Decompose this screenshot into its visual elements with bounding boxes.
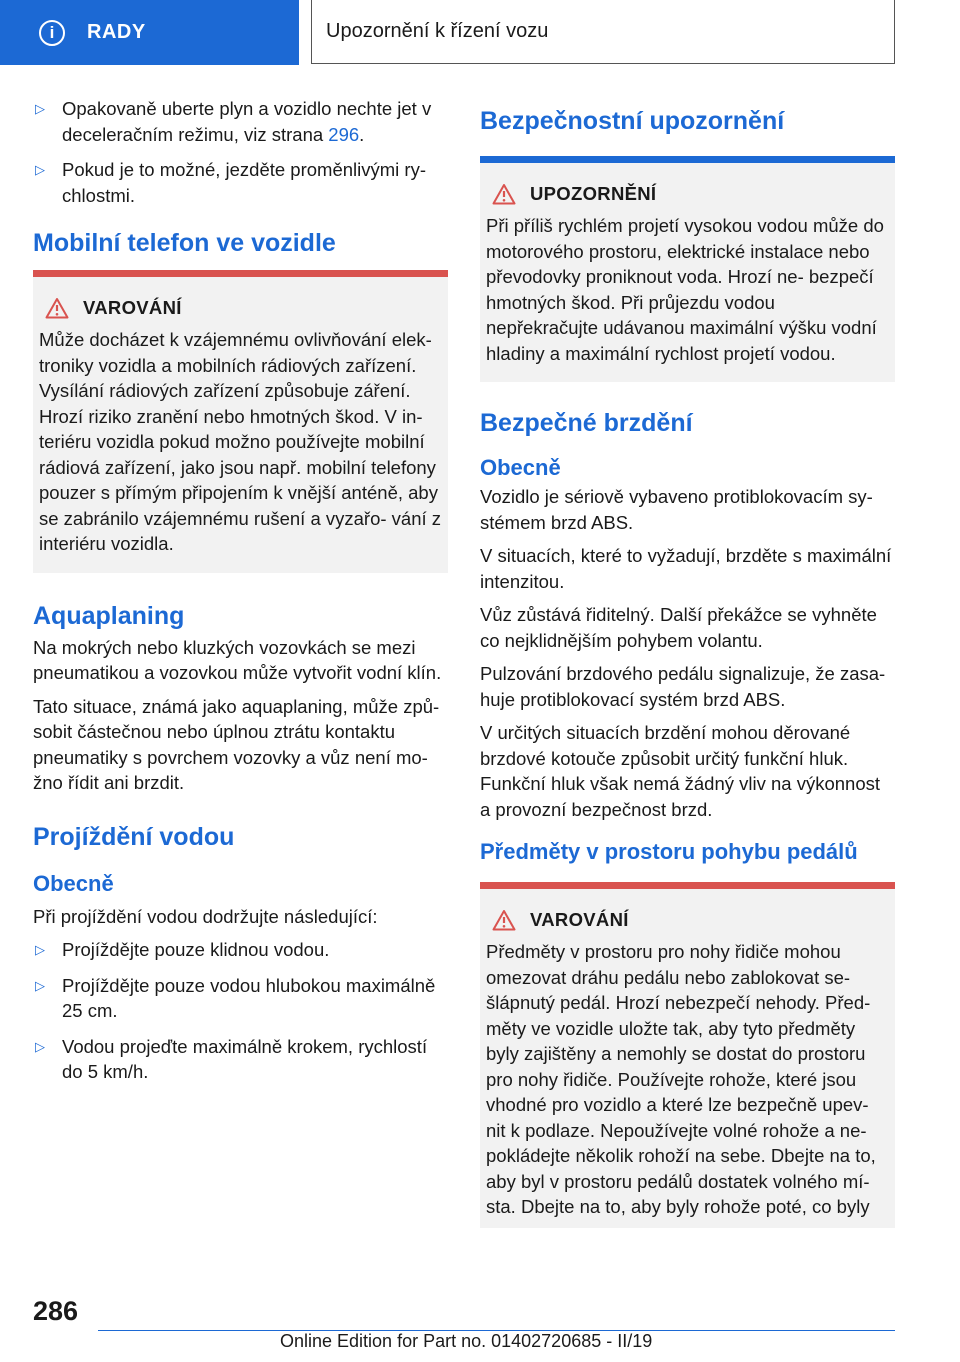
header-title-box [311, 0, 895, 64]
page-reference-link[interactable]: 296 [328, 123, 360, 145]
warning-box-title [39, 297, 442, 319]
list-item [33, 973, 448, 1024]
section-heading-mobile: Mobilní telefon ve vozidle [33, 229, 336, 257]
paragraph: Pulzování brzdového pedálu signalizuje, že zasa‐ huje protiblokovací systém brzd ABS. [480, 663, 886, 710]
warning-box-mobile [33, 270, 448, 573]
list-item-text-end: . [359, 123, 365, 145]
warning-triangle-icon [492, 909, 516, 931]
bullet-triangle-icon: ▷ [35, 101, 45, 116]
paragraph: Tato situace, známá jako aquaplaning, může způ‐ sobit částečnou nebo úplnou ztrátu kontaktu pneumatiky s povrchem vozovky a vůz není mo‐ žno řídit ani brzdit. [33, 695, 440, 793]
bullet-triangle-icon: ▷ [35, 162, 45, 177]
warning-box-title [486, 909, 889, 931]
warning-triangle-icon [492, 183, 516, 205]
warning-box-pedals [480, 882, 895, 1228]
paragraph: V situacích, které to vyžadují, brzděte s maximální intenzitou. [480, 545, 892, 592]
list-item [33, 937, 448, 963]
section-heading-pedals: Předměty v prostoru pohybu pedálů [480, 839, 858, 864]
paragraph: Vůz zůstává řiditelný. Další překážce se vyhněte co nejklidnějším pohybem volantu. [480, 604, 877, 651]
bullet-triangle-icon: ▷ [35, 977, 45, 993]
list-item [33, 96, 448, 147]
list-item-text: Vodou projeďte maximálně krokem, rychlostí do 5 km/h. [62, 1035, 428, 1082]
left-column [33, 96, 448, 1095]
warning-text: Předměty v prostoru pro nohy řidiče mohou omezovat dráhu pedálu nebo zablokovat se‐ šlápnutý pedál. Hrozí nebezpečí nehody. Před‐ měty ve vozidle uložte tak, aby tyto předměty byly zajištěny a nemohly se dostat do prostoru pro nohy řidiče. Používejte rohože, které jsou vhodné pro vozidlo a které lze bezpečně upev‐ nit k podlaze. Nepoužívejte volné rohože a ne‐ pokládejte několik rohoží na sebe. Dbejte na to, aby byl v prostoru pedálů dostatek volného mí‐ sta. Dbejte na to, aby byly rohože poté, co byly [486, 941, 876, 1217]
info-icon: i [39, 20, 65, 46]
caution-box-title [486, 183, 889, 205]
section-heading-aquaplaning: Aquaplaning [33, 601, 185, 630]
right-column [480, 96, 895, 1254]
list-item-text: Pokud je to možné, jezděte proměnlivými ry‐ chlostmi. [62, 159, 426, 206]
bullet-triangle-icon: ▷ [35, 942, 45, 957]
header-section-tab [0, 0, 299, 65]
warning-label: VAROVÁNÍ [83, 297, 182, 318]
subsection-heading-water: Obecně [33, 870, 114, 896]
paragraph: Při projíždění vodou dodržujte následující: [33, 905, 378, 927]
bullet-triangle-icon: ▷ [35, 1038, 45, 1054]
page-title: Upozornění k řízení vozu [326, 20, 549, 42]
paragraph: Na mokrých nebo kluzkých vozovkách se mezi pneumatikou a vozovkou může vytvořit vodní klín. [33, 636, 442, 683]
paragraph: Vozidlo je sériově vybaveno protiblokovacím sy‐ stémem brzd ABS. [480, 486, 873, 533]
list-item-text: Projíždějte pouze klidnou vodou. [62, 939, 330, 960]
page-number: 286 [33, 1296, 79, 1326]
list-item-text: Projíždějte pouze vodou hlubokou maximálně 25 cm. [62, 974, 436, 1021]
caution-box-safety [480, 156, 895, 382]
section-heading-braking: Bezpečné brzdění [480, 409, 693, 437]
footer-edition-text: Online Edition for Part no. 01402720685 - II/19 [280, 1331, 653, 1351]
list-item [33, 1034, 448, 1085]
paragraph: V určitých situacích brzdění mohou děrované brzdové kotouče způsobit určitý funkční hluk. Funkční hluk však nemá žádný vliv na výkonnost a provozní bezpečnost brzd. [480, 722, 880, 820]
section-heading-safety: Bezpečnostní upozornění [480, 107, 785, 135]
list-item-text: Opakovaně uberte plyn a vozidlo nechte jet v deceleračním režimu, viz strana [62, 98, 432, 145]
warning-label: VAROVÁNÍ [530, 909, 629, 930]
subsection-heading-braking: Obecně [480, 455, 561, 480]
header-section-label: RADY [87, 21, 146, 43]
warning-text: Může docházet k vzájemnému ovlivňování elek‐ troniky vozidla a mobilních rádiových zařízení. Vysílání rádiových zařízení způsobuje záření. Hrozí riziko zranění nebo hmotných škod. V in‐ teriéru vozidla pokud možno používejte mobilní rádiová zařízení, jako jsou např. mobilní telefony pouzer s přímým připojením k vnější anténě, aby se zabránilo vzájemnému rušení a vyzařo‐ vání z interiéru vozidla. [39, 329, 442, 554]
section-heading-water: Projíždění vodou [33, 822, 235, 851]
warning-triangle-icon [45, 297, 69, 319]
caution-label: UPOZORNĚNÍ [530, 183, 657, 204]
caution-text: Při příliš rychlém projetí vysokou vodou může do motorového prostoru, elektrické instalace nebo převodovky proniknout voda. Hrozí ne‐ bezpečí hmotných škod. Při průjezdu vodou nepřekračujte udávanou maximální výšku vodní hladiny a maximální rychlost projetí vodou. [486, 215, 884, 364]
list-item [33, 157, 448, 208]
